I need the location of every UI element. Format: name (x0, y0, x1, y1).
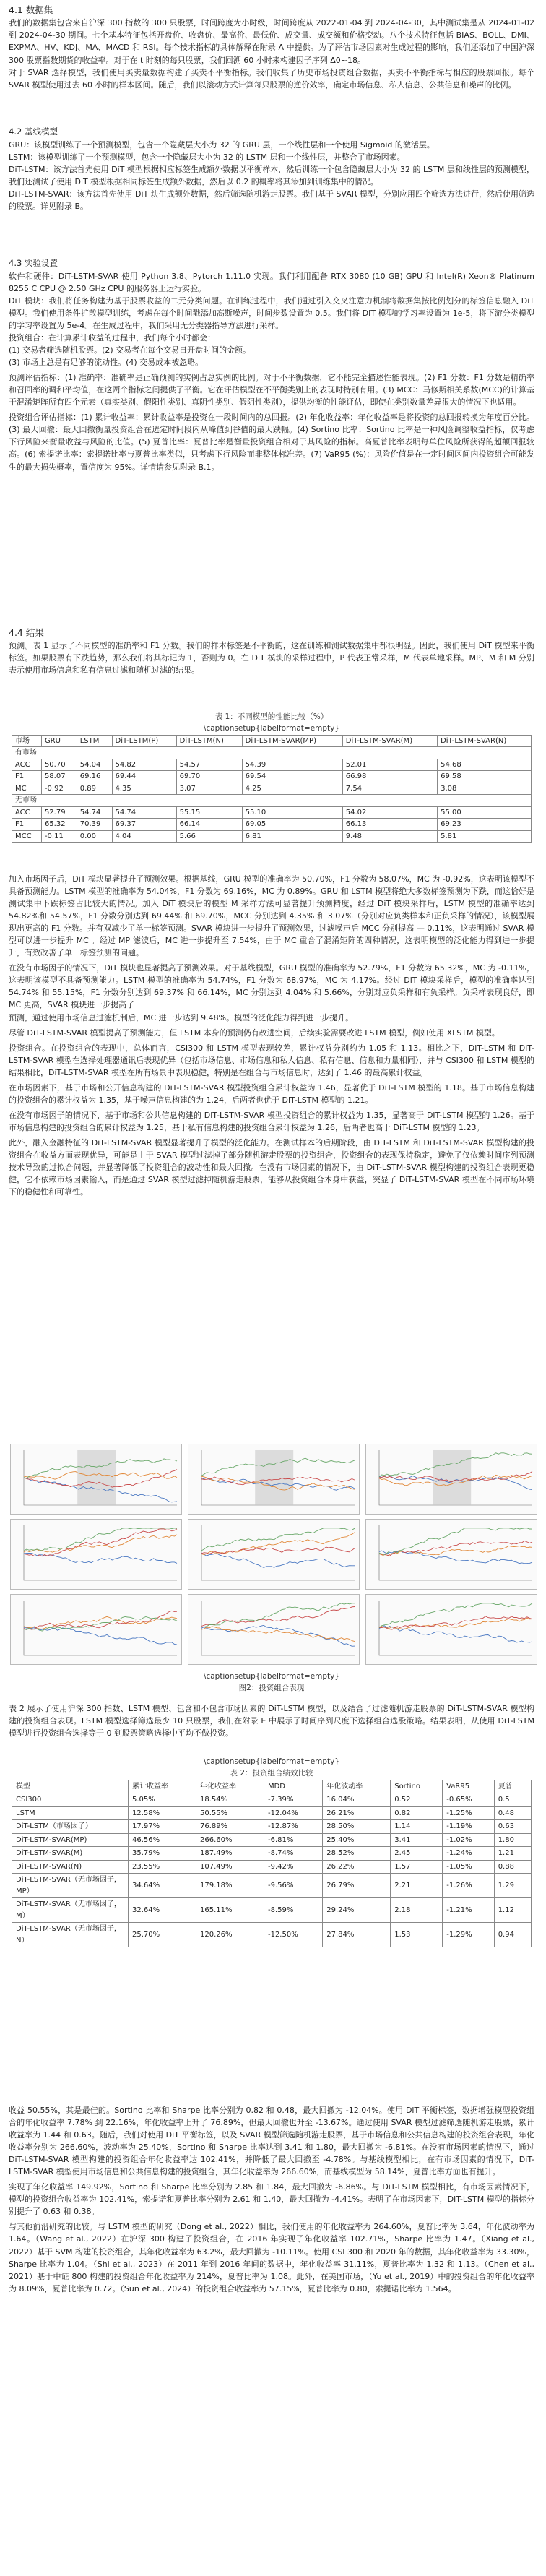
table-cell: 69.16 (77, 771, 112, 783)
table-cell: 5.66 (176, 830, 242, 843)
row-label-cell: DiT-LSTM（市场因子） (12, 1820, 129, 1834)
table-cell: 1.53 (391, 1923, 443, 1947)
table-cell: 17.97% (129, 1820, 196, 1834)
table-cell: 120.26% (196, 1923, 264, 1947)
subplot-canvas (366, 1444, 537, 1514)
table-cell: 70.39 (77, 819, 112, 831)
subplot-canvas (188, 1444, 359, 1514)
paragraph: 投资组合：在计算累计收益的过程中，我们每个小时都会： (9, 333, 215, 343)
table-cell: 34.64% (129, 1874, 196, 1898)
table-cell: 27.84% (323, 1923, 391, 1947)
table-cell: -9.42% (264, 1860, 322, 1874)
series-line (379, 1528, 532, 1555)
header-cell: 夏普 (494, 1780, 531, 1793)
header-cell: MDD (264, 1780, 322, 1793)
table-row (12, 1847, 532, 1861)
portfolio-subplot (188, 1594, 360, 1665)
paragraph: DiT-LSTM：该方法首先使用 DiT 模型根据相应标签生成额外数据以平衡样本，然后训练一个包含隐藏层大小为 32 的 LSTM 层和线性层的预测模型，我们还测试了使用 DiT 模型根据相同标签生成额外数据，然后以 0.2 的概率将其添加到训练集中的情况。 (9, 164, 534, 186)
performance-table (12, 735, 532, 843)
paragraph: 对于 SVAR 选择模型，我们使用买卖量数据构建了买卖不平衡指标。我们收集了历史市场投资组合数据，买卖不平衡指标与相应的股票回报。每个 SVAR 模型使用过去 60 小时的样本区间。随后，我们以滚动方式计算每只股票的逆价效率，确定市场信息、私人信息、公共信息和噪声的比例。 (9, 67, 534, 90)
paragraph: 收益 50.55%，其是最佳的。Sortino 比率和 Sharpe 比率分别为 0.82 和 0.48，最大回撤为 -12.04%。使用 DiT 平衡标签，数据增强模型投资组合的年化收益率 7.78% 到 22.16%，年化收益率上升了 76.89%，但最大回撤也升至 -13.67%。通过使用 SVAR 模型过滤筛选随机游走股票，累计收益率为 1.44 和 0.63。随后，我们对使用 DiT 平衡标签，以及 SVAR 模型筛选随机游走股票，基于市场信息和公共信息构建的投资组合表现，年化收益率分别为 266.60%，波动率为 25.40%，Sortino 和 Sharpe 比率达到 3.41 和 1.80，最大回撤为 -6.81%。在没有市场因素的情况下，通过 DiT-LSTM-SVAR 模型构建的投资组合年化收益率达 102.41%，并降低了最大回撤至 -4.78%。与基线模型相比，在有市场因素的情况下，DiT-LSTM-SVAR 模型使用市场信息和公共信息构建的投资组合，其年化收益率为 266.60%，而基线模型为 58.14%，夏普比率方面也有提升。 (9, 2106, 534, 2177)
table-cell: -12.87% (264, 1820, 322, 1834)
series-line (24, 1553, 177, 1563)
paragraph: 在市场因素下，基于市场和公开信息构建的 DiT-LSTM-SVAR 模型投资组合累计权益为 1.46，显著优于 DiT-LSTM 模型的 1.18。基于市场信息构建的投资组合的累计权益为 1.35，基于噪声信息构建的为 1.24，后两者也优于 DiT-LSTM 模型的 1.21。 (9, 1082, 534, 1105)
table-cell: 54.74 (112, 806, 176, 819)
table-cell: 46.56% (129, 1833, 196, 1847)
portfolio-subplot (365, 1519, 537, 1590)
table-cell: -1.02% (443, 1833, 494, 1847)
paragraph: 投资组合。在投资组合的表现中，总体而言，CSI300 和 LSTM 模型表现较差，累计权益分别约为 1.05 和 1.13。相比之下，DiT-LSTM 和 DiT-LSTM-SVAR 模型在选择处理器通讯后表现优异（包括市场信息、市场信息和私人信息、私有信息、信息和力量相同），并与 CSI300 和 LSTM 模型的结果相比，DiT-LSTM-SVAR 模型在所有场景中表现稳健，特别是在组合与市场信息时，达到了 1.46 的最高累计权益。 (9, 1043, 534, 1077)
series-line (202, 1607, 355, 1627)
series-line (202, 1547, 355, 1554)
table-cell: -8.59% (264, 1898, 322, 1923)
table-cell: -1.25% (443, 1806, 494, 1820)
table-cell: 69.70 (176, 771, 242, 783)
table-row (12, 759, 532, 771)
table-cell: 52.01 (342, 759, 437, 771)
table-cell: 3.08 (438, 783, 532, 795)
group-label: 无市场 (12, 795, 532, 807)
table-cell: 65.32 (41, 819, 77, 831)
table-cell: 55.00 (438, 806, 532, 819)
table-cell: -1.29% (443, 1923, 494, 1947)
shaded-region (433, 1450, 471, 1505)
table-cell: 58.07 (41, 771, 77, 783)
table-header-row (12, 735, 532, 747)
header-cell: DiT-LSTM-SVAR(MP) (242, 735, 342, 747)
paragraph: GRU：该模型训练了一个预测模型，包含一个隐藏层大小为 32 的 GRU 层，一个线性层和一个使用 Sigmoid 的激活层。 (9, 139, 435, 150)
table-cell: 7.54 (342, 783, 437, 795)
table-cell: 66.14 (176, 819, 242, 831)
row-label-cell: MC (12, 783, 42, 795)
section-4-4 (9, 626, 534, 677)
table-cell: 55.15 (176, 806, 242, 819)
table-cell: 1.80 (494, 1833, 531, 1847)
table-cell: 18.54% (196, 1793, 264, 1807)
paragraph: (3) 市场上总是有足够的流动性。(4) 交易成本被忽略。 (9, 358, 204, 368)
header-cell: GRU (41, 735, 77, 747)
results-text-2 (9, 1702, 534, 1739)
table-row (12, 1860, 532, 1874)
row-label-cell: DiT-LSTM-SVAR(MP) (12, 1833, 129, 1847)
table-row (12, 1806, 532, 1820)
table-cell: 1.12 (494, 1898, 531, 1923)
header-cell: DiT-LSTM(N) (176, 735, 242, 747)
table-cell: 54.82 (112, 759, 176, 771)
table-caption-raw: \captionsetup{labelformat=empty} (203, 724, 340, 733)
table-cell: 50.55% (196, 1806, 264, 1820)
subplot-canvas (366, 1595, 537, 1664)
table-cell: 4.25 (242, 783, 342, 795)
table-cell: 66.98 (342, 771, 437, 783)
table-cell: 3.41 (391, 1833, 443, 1847)
table-cell: 69.37 (112, 819, 176, 831)
table-cell: 9.48 (342, 830, 437, 843)
table-cell: 16.04% (323, 1793, 391, 1807)
table-cell: -1.24% (443, 1847, 494, 1861)
table-cell: 187.49% (196, 1847, 264, 1861)
table-1-block (9, 711, 534, 843)
figure-caption-raw: \captionsetup{labelformat=empty} (203, 1672, 340, 1681)
subplot-canvas (188, 1595, 359, 1664)
header-cell: LSTM (77, 735, 112, 747)
row-label-cell: DiT-LSTM-SVAR（无市场因子，M） (12, 1898, 129, 1923)
table-cell: 54.04 (77, 759, 112, 771)
table-cell: 0.88 (494, 1860, 531, 1874)
series-line (379, 1618, 532, 1629)
table-cell: 32.64% (129, 1898, 196, 1923)
portfolio-subplot (188, 1519, 360, 1590)
table-cell: 50.70 (41, 759, 77, 771)
table-cell: 54.74 (77, 806, 112, 819)
portfolio-subplot (10, 1444, 182, 1515)
table-row (12, 1923, 532, 1947)
table-cell: 69.54 (242, 771, 342, 783)
table-cell: 23.55% (129, 1860, 196, 1874)
row-label-cell: F1 (12, 771, 42, 783)
table-cell: 0.89 (77, 783, 112, 795)
table-cell: -12.50% (264, 1923, 322, 1947)
table-cell: 54.57 (176, 759, 242, 771)
subplot-canvas (11, 1520, 181, 1589)
portfolio-subplot (10, 1594, 182, 1665)
series-line (202, 1625, 355, 1646)
axis-line (379, 1525, 532, 1580)
table-group-row (12, 795, 532, 807)
row-label-cell: ACC (12, 759, 42, 771)
portfolio-subplot (10, 1519, 182, 1590)
table-row (12, 1833, 532, 1847)
section-4-3 (9, 257, 534, 473)
paragraph: 在没有市场因子的情况下，DiT 模块也显著提高了预测效果。对于基线模型，GRU 模型的准确率为 52.79%，F1 分数为 65.32%，MC 为 -0.11%，这表明该模型不具备预测能力。LSTM 模型的准确率为 54.74%，F1 分数为 68.97%，MC 为 4.17%。经过 DiT 模块采样后，模型的准确率达到 54.74% 和 55.15%，F1 分数分别达到 69.37% 和 66.14%，MC 分别达到 4.04% 和 5.66%，分别对应负采样和有负采样。负采样表现良好，即 MC 更高，SVAR 模块进一步提高了 (9, 963, 534, 1010)
table-cell: -0.92 (41, 783, 77, 795)
subplot-canvas (11, 1595, 181, 1664)
table-cell: 66.13 (342, 819, 437, 831)
table-row (12, 771, 532, 783)
portfolio-subplot (365, 1594, 537, 1665)
table-cell: 0.82 (391, 1806, 443, 1820)
table-row (12, 830, 532, 843)
subplot-canvas (11, 1444, 181, 1514)
figure-caption-block (9, 1671, 534, 1694)
axis-line (24, 1601, 177, 1655)
table-cell: 0.52 (391, 1793, 443, 1807)
table-cell: -6.81% (264, 1833, 322, 1847)
row-label-cell: F1 (12, 819, 42, 831)
results-text-3 (9, 2104, 534, 2295)
header-cell: 模型 (12, 1780, 129, 1793)
table-cell: 69.58 (438, 771, 532, 783)
table-cell: 52.79 (41, 806, 77, 819)
section-heading: 4.1 数据集 (9, 4, 53, 15)
paragraph: 加入市场因子后，DiT 模块显著提升了预测效果。根据基线，GRU 模型的准确率为 50.70%，F1 分数为 58.07%，MC 为 -0.92%，这表明该模型不具备预测能力。LSTM 模型的准确率为 54.04%，F1 分数为 69.16%，MC 为 0.89%。GRU 和 LSTM 模型将绝大多数标签预测为下跌，而这恰好是测试集中下跌标签占比较大的情况。加入 DiT 模块后的模型 M 采样方法可显著提升预测精度，经过 DiT 模块采样后，LSTM 模型的准确率达到 54.82%和 54.57%，F1 分数分别达到 69.44% 和 69.70%，MCC 分别达到 4.35% 和 3.07%（分别对应负类样本和正负采样的情况），该模型展现出更高的 F1 分数。并有双减少了单一标签预测。SVAR 模块进一步提升了预测效果，过滤噪声后 MCC 分别提高 — 0.11%，这表明通过 SVAR 模型可以进一步提升 MC 。经过 MP 滤波后，MC 进一步提升至 7.54%，由于 MC 重合了混淆矩阵的四种情况，这表明模型的泛化能力得到进一步提升，有效改善了单一标签预测的问题。 (9, 874, 534, 958)
table-cell: 25.40% (323, 1833, 391, 1847)
axis-line (202, 1601, 355, 1655)
row-label-cell: DiT-LSTM-SVAR（无市场因子，MP） (12, 1874, 129, 1898)
paragraph: 在没有市场因子的情况下，基于市场和公共信息构建的 DiT-LSTM-SVAR 模型投资组合的累计权益为 1.35，显著高于 DiT-LSTM 模型的 1.26。基于市场信息构建的投资组合的累计权益为 1.25，基于私有信息构建的投资组合累计权益为 1.26，后两者也高于 DiT-LSTM 模型的 1.23。 (9, 1110, 534, 1132)
table-cell: 266.60% (196, 1833, 264, 1847)
table-group-row (12, 747, 532, 759)
table-cell: 1.57 (391, 1860, 443, 1874)
row-label-cell: MCC (12, 830, 42, 843)
table-cell: -9.56% (264, 1874, 322, 1898)
table-cell: 2.45 (391, 1847, 443, 1861)
table-cell: 4.35 (112, 783, 176, 795)
table-cell: 26.79% (323, 1874, 391, 1898)
table-cell: 26.22% (323, 1860, 391, 1874)
section-heading: 4.2 基线模型 (9, 126, 58, 137)
table-cell: 76.89% (196, 1820, 264, 1834)
section-4-2 (9, 126, 534, 212)
table-cell: 0.00 (77, 830, 112, 843)
table-cell: 107.49% (196, 1860, 264, 1874)
table-cell: 0.5 (494, 1793, 531, 1807)
table-cell: 54.39 (242, 759, 342, 771)
row-label-cell: LSTM (12, 1806, 129, 1820)
table-cell: 35.79% (129, 1847, 196, 1861)
table-cell: -0.11 (41, 830, 77, 843)
table-cell: 12.58% (129, 1806, 196, 1820)
table-cell: -1.05% (443, 1860, 494, 1874)
table-cell: -12.04% (264, 1806, 322, 1820)
paragraph: 软件和硬件：DiT-LSTM-SVAR 使用 Python 3.8、Pytorch 1.11.0 实现。我们利用配备 RTX 3080 (10 GB) GPU 和 Intel(R) Xeon® Platinum 8255 C CPU @ 2.50 GHz CPU 的服务器上运行实验。 (9, 271, 534, 293)
header-cell: Sortino (391, 1780, 443, 1793)
table-header-row (12, 1780, 532, 1793)
section-heading: 4.3 实验设置 (9, 258, 58, 268)
paragraph: 预测。表 1 显示了不同模型的准确率和 F1 分数。我们的样本标签是不平衡的，这在训练和测试数据集中都很明显。因此，我们使用 DiT 模型来平衡标签。如果股票有下跌趋势，那么我们将其标记为 1，否则为 0。在 DiT 模块的采样过程中，P 代表正常采样，M 代表单地采样。MP、M 和 M 分别表示使用市场信息和私有信息过滤和随机过滤的结果。 (9, 641, 534, 676)
table-cell: 28.52% (323, 1847, 391, 1861)
header-cell: DiT-LSTM-SVAR(N) (438, 735, 532, 747)
paragraph: DiT 模块：我们将任务构建为基于股票收益的二元分类问题。在训练过程中，我们通过引入交叉注意力机制将数据集按比例划分的标签信息融入 DiT 模型。我们使用条件扩散模型训练，考虑在每个时间戳添加高斯噪声，时间步数设置为 0.5。我们将 DiT 模型的学习率设置为 1e-5，将下游分类模型的学习率设置为 5e-4。在生成过程中，我们采用无分类器指导方法进行采样。 (9, 296, 534, 330)
portfolio-subplot (365, 1444, 537, 1515)
table-cell: 0.48 (494, 1806, 531, 1820)
paragraph: 此外，融入金融特征的 DiT-LSTM-SVAR 模型显著提升了模型的泛化能力。在测试样本的后期阶段，由 DiT-LSTM 和 DiT-LSTM-SVAR 模型构建的投资组合在收益方面表现优异，可能是由于 SVAR 模型过滤掉了部分随机游走股票的投资组合，投资组合的表现保持稳定，避免了仅依赖时间序列预测技术导致的过拟合问题，并显著降低了投资组合的波动性和最大回撤。在没有市场因素的情况下，由 DiT-LSTM-SVAR 模型构建的投资组合表现更稳健，它不依赖市场因素输入，而是通过 SVAR 模型过滤掉随机游走股票，能够从投资组合本身中获益，突显了 DiT-LSTM-SVAR 模型在不同市场环境下的稳健性和可靠性。 (9, 1137, 534, 1197)
series-line (202, 1533, 355, 1555)
table-cell: 6.81 (242, 830, 342, 843)
row-label-cell: DiT-LSTM-SVAR（无市场因子，N） (12, 1923, 129, 1947)
series-line (202, 1553, 355, 1567)
row-label-cell: ACC (12, 806, 42, 819)
table-cell: 3.07 (176, 783, 242, 795)
table-cell: 165.11% (196, 1898, 264, 1923)
section-4-1 (9, 3, 534, 91)
table-cell: 54.68 (438, 759, 532, 771)
table-body (12, 1793, 532, 1947)
series-line (379, 1626, 532, 1642)
table-row (12, 806, 532, 819)
table-cell: 0.94 (494, 1923, 531, 1947)
table-body (12, 806, 532, 843)
paragraph: 尽管 DiT-LSTM-SVAR 模型提高了预测能力，但 LSTM 本身的预测仍有改进空间，后续实验需要改进 LSTM 模型，例如使用 XLSTM 模型。 (9, 1028, 500, 1038)
table-cell: 5.05% (129, 1793, 196, 1807)
table-row (12, 1793, 532, 1807)
table-row (12, 1820, 532, 1834)
series-line (24, 1627, 177, 1645)
paragraph: DiT-LSTM-SVAR：该方法首先使用 DiT 块生成额外数据，然后筛选随机游走股票。我们基于 SVAR 模型，分别应用四个筛选方法进行，然后使用筛选的股票。详见附录 B。 (9, 189, 534, 212)
table-cell: -7.39% (264, 1793, 322, 1807)
header-cell: 年化波动率 (323, 1780, 391, 1793)
row-label-cell: CSI300 (12, 1793, 129, 1807)
header-cell: DiT-LSTM-SVAR(M) (342, 735, 437, 747)
paragraph: 投资组合评估指标：(1) 累计收益率：累计收益率是投资在一段时间内的总回报。(2) 年化收益率：年化收益率是将投资的总回报转换为年度百分比。(3) 最大回撤：最大回撤衡量投资组合在选定时间段内从峰值到谷值的最大跌幅。(4) Sortino 比率：Sortino 比率是一种风险调整收益指标，仅考虑下行风险来衡量收益与风险的比值。(5) 夏普比率：夏普比率是衡量投资组合相对于其风险的指标。高夏普比率表明每单位风险所获得的超额回报较高。(6) 索提诺比率：索提诺比率与夏普比率类似，只考虑下行风险而非整体标准差。(7) VaR95 (%)：风险价值是在一定时间区间内投资组合可能发生的最大损失概率，置信度为 95%。详情请参见附录 B.1。 (9, 413, 534, 472)
results-text-1 (9, 873, 534, 1198)
table-row (12, 819, 532, 831)
table-row (12, 1874, 532, 1898)
table-cell: 1.21 (494, 1847, 531, 1861)
series-line (379, 1546, 532, 1556)
table-cell: 1.29 (494, 1874, 531, 1898)
series-line (379, 1541, 532, 1556)
row-label-cell: DiT-LSTM-SVAR(N) (12, 1860, 129, 1874)
row-label-cell: DiT-LSTM-SVAR(M) (12, 1847, 129, 1861)
paragraph: 预测评估指标：(1) 准确率：准确率是正确预测的实例占总实例的比例。对于不平衡数据，它不能完全描述性能表现。(2) F1 分数：F1 分数是精确率和召回率的调和平均值，在这两个指标之间提供了平衡。它在评估模型在不平衡类别上的表现时特别有用。(3) MCC：马修斯相关系数(MCC)的计算基于混淆矩阵所有四个元素（真实类别、假阳性类别、真阴性类别、假阴性类别），提供均衡的性能评估，即使在类别数量差异很大的情况下也适用。 (9, 373, 534, 408)
subplot-canvas (366, 1520, 537, 1589)
table-caption-raw: \captionsetup{labelformat=empty} (203, 1757, 340, 1766)
header-cell: DiT-LSTM(P) (112, 735, 176, 747)
paragraph: (1) 交易者筛选随机股票。(2) 交易者在每个交易日开盘时间的金额。 (9, 345, 251, 356)
table-caption: 表 2：投资组合绩效比较 (230, 1769, 313, 1778)
subplot-canvas (188, 1520, 359, 1589)
table-cell: 5.81 (438, 830, 532, 843)
table-cell: 2.21 (391, 1874, 443, 1898)
header-cell: VaR95 (443, 1780, 494, 1793)
table-cell: 54.02 (342, 806, 437, 819)
table-cell: -8.74% (264, 1847, 322, 1861)
paragraph: 实现了年化收益率 149.92%，Sortino 和 Sharpe 比率分别为 2.85 和 1.84，最大回撤为 -6.86%。与 DiT-LSTM 模型相比，有市场因素情况下，模型的投资组合收益率为 102.41%，索提诺和夏普比率分别为 2.61 和 1.40，最大回撤为 -4.41%。表明了在市场因素下，DiT-LSTM 模型的指标分别提升了 0.63 和 0.38。 (9, 2182, 534, 2217)
table-cell: 4.04 (112, 830, 176, 843)
table-cell: 29.24% (323, 1898, 391, 1923)
group-label: 有市场 (12, 747, 532, 759)
header-cell: 累计收益率 (129, 1780, 196, 1793)
table-cell: 0.63 (494, 1820, 531, 1834)
table-cell: 1.14 (391, 1820, 443, 1834)
portfolio-subplot (188, 1444, 360, 1515)
paragraph: 与其他前沿研究的比较。与 LSTM 模型的研究（Dong et al., 2022）相比，我们使用的年化收益率为 264.60%，夏普比率为 3.64，年化波动率为 1.64。（Wang et al., 2022）在沪深 300 构建了投资组合，在 2016 年实现了年化收益率 102.71%，Sharpe 比率为 1.47。（Xiang et al., 2022）基于 SVM 构建的投资组合，其年化收益率为 63.2%，最大回撤为 -10.11%。使用 CSI 300 和 2020 年的数据，其年化收益率为 33.30%，Sharpe 比率为 1.04。（Shi et al., 2023）在 2011 年到 2016 年间的数据中，年化收益率 31.11%，夏普比率为 1.32 和 1.13。（Chen et al., 2021）基于中证 800 构建的投资组合年化收益率为 214%，夏普比率为 1.08。此外，在美国市场，（Yu et al., 2019）中的投资组合的年化收益率为 8.09%，夏普比率为 0.72。（Sun et al., 2024）的投资组合收益率为 57.15%，夏普比率为 0.80，索提诺比率为 1.564。 (9, 2222, 534, 2293)
series-line (202, 1603, 355, 1627)
paragraph: LSTM：该模型训练了一个预测模型，包含一个隐藏层大小为 32 的 LSTM 层和一个线性层，并整合了市场因素。 (9, 152, 405, 162)
figure-caption: 图2：投资组合表现 (238, 1684, 305, 1693)
table-2-block (9, 1756, 534, 1947)
table-cell: 55.10 (242, 806, 342, 819)
table-cell: 2.18 (391, 1898, 443, 1923)
section-heading: 4.4 结果 (9, 627, 44, 638)
table-row (12, 783, 532, 795)
table-cell: 69.23 (438, 819, 532, 831)
table-row (12, 1898, 532, 1923)
portfolio-table (12, 1780, 532, 1948)
shaded-region (255, 1450, 293, 1505)
table-cell: -1.21% (443, 1898, 494, 1923)
axis-line (379, 1601, 532, 1655)
paragraph: 表 2 展示了使用沪深 300 指数、LSTM 模型、包含和不包含市场因素的 DiT-LSTM 模型，以及结合了过滤随机游走股票的 DiT-LSTM-SVAR 模型构建的投资组合表现。LSTM 模型选择筛选最少 10 只股票，我们在附录 E 中展示了时间序列尺度下选择组合选股策略。结果表明，从使用 DiT-LSTM 模型进行投资组合选择等于 0 到股票策略选择中平均不做投资。 (9, 1704, 534, 1739)
paragraph: 我们的数据集包含来自沪深 300 指数的 300 只股票，时间跨度为小时级，时间跨度从 2022-01-04 到 2024-04-30，其中测试集是从 2024-01-02 到 2024-04-30 期间。七个基本特征包括开盘价、收盘价、最高价、最低价、成交量、成交额和价格变动。八个技术特征包括 BIAS、BOLL、DMI、EXPMA、HV、KDJ、MA、MACD 和 RSI。每个技术指标的具体解释在附录 A 中提供。为了评估市场因素对生成过程的影响，我们还添加了中国沪深 300 股票指数期货的收益率。对于在 t 时刻的每只股票，我们回溯 60 小时来构建因子序列 Δ0~18。 (9, 18, 534, 65)
table-body (12, 759, 532, 795)
table-caption: 表 1：不同模型的性能比较（%） (214, 712, 329, 721)
table-cell: 25.70% (129, 1923, 196, 1947)
paragraph: 预测，通过使用市场信息过滤机制后，MC 进一步达到 9.48%。模型的泛化能力得到进一步提升。 (9, 1012, 354, 1022)
table-cell: -1.19% (443, 1820, 494, 1834)
table-cell: -1.26% (443, 1874, 494, 1898)
header-cell: 年化收益率 (196, 1780, 264, 1793)
shaded-region (77, 1450, 116, 1505)
series-line (379, 1551, 532, 1564)
table-cell: 179.18% (196, 1874, 264, 1898)
header-cell: 市场 (12, 735, 42, 747)
table-cell: 26.21% (323, 1806, 391, 1820)
table-cell: 69.05 (242, 819, 342, 831)
table-cell: 28.50% (323, 1820, 391, 1834)
table-cell: -0.65% (443, 1793, 494, 1807)
table-cell: 69.44 (112, 771, 176, 783)
